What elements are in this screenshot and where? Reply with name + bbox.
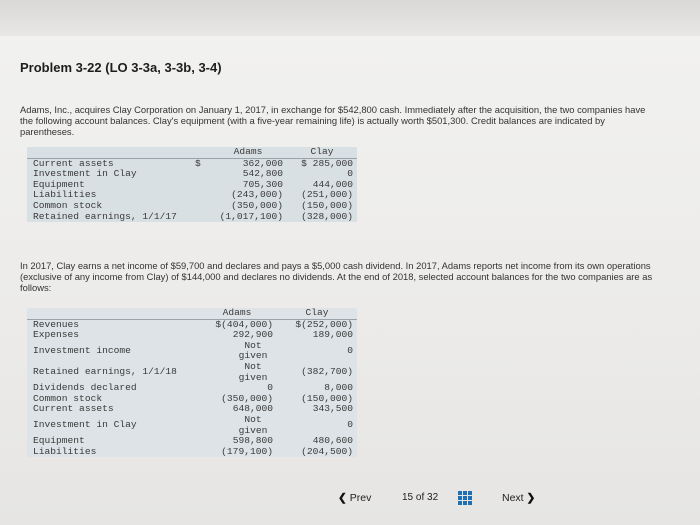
adams-value: (350,000) xyxy=(231,199,283,211)
dollar-sign xyxy=(181,201,209,212)
dollar-sign xyxy=(181,190,209,201)
clay-value: 8,000 xyxy=(324,382,353,394)
row-label: Revenues xyxy=(33,318,80,330)
next-label: Next xyxy=(502,492,524,504)
adams-value: 648,000 xyxy=(232,403,273,415)
dollar-sign: $ xyxy=(195,157,201,169)
row-label: Retained earnings, 1/1/17 xyxy=(33,210,177,222)
clay-value: (382,700) xyxy=(301,366,353,378)
column-header-adams: Adams xyxy=(209,147,287,158)
clay-value: 0 xyxy=(347,168,353,180)
clay-value: 480,600 xyxy=(312,435,353,447)
row-label: Investment in Clay xyxy=(33,419,137,431)
table-row xyxy=(27,341,357,362)
adams-value: 705,300 xyxy=(242,178,283,190)
total-pages: 32 xyxy=(427,492,439,503)
adams-value: 292,900 xyxy=(232,329,273,341)
clay-value: 0 xyxy=(347,345,353,357)
adams-value: Not given xyxy=(238,360,268,383)
table-row xyxy=(27,330,357,341)
row-label: Current assets xyxy=(33,157,114,169)
table-row xyxy=(27,201,357,212)
grid-icon[interactable] xyxy=(458,491,472,505)
adams-value: 362,000 xyxy=(242,157,283,169)
table-header-row xyxy=(27,147,357,158)
adams-value: Not given xyxy=(238,339,268,362)
clay-value: (150,000) xyxy=(301,199,353,211)
adams-value: (243,000) xyxy=(231,189,283,201)
table-row xyxy=(27,415,357,436)
page-title: Problem 3-22 (LO 3-3a, 3-3b, 3-4) xyxy=(20,60,222,75)
table-row xyxy=(27,212,357,223)
dollar-sign xyxy=(181,212,209,223)
acquisition-balances-table xyxy=(27,147,357,222)
clay-value: 444,000 xyxy=(312,178,353,190)
clay-value: (204,500) xyxy=(301,445,353,457)
adams-value: 542,800 xyxy=(242,168,283,180)
row-label: Equipment xyxy=(33,178,85,190)
row-label: Equipment xyxy=(33,435,85,447)
dollar-sign xyxy=(181,169,209,180)
of-label: of xyxy=(415,492,425,503)
chevron-right-icon: ❯ xyxy=(526,492,536,504)
table-row xyxy=(27,362,357,383)
row-label: Liabilities xyxy=(33,445,97,457)
row-label: Dividends declared xyxy=(33,382,137,394)
clay-value: 343,500 xyxy=(312,403,353,415)
column-header-clay: Clay xyxy=(277,308,357,319)
row-label: Liabilities xyxy=(33,189,97,201)
intro-paragraph: Adams, Inc., acquires Clay Corporation on January 1, 2017, in exchange for $542,800 cash. Immediately after the acquisition, the two companies have the following account balances. Clay's equipment (with a five-year remaining life) is actually worth $501,300. Credit balances are indicated by parentheses. xyxy=(20,104,646,137)
clay-value: 0 xyxy=(347,419,353,431)
clay-value: $(252,000) xyxy=(295,318,353,330)
row-label: Investment income xyxy=(33,345,131,357)
column-header-clay: Clay xyxy=(287,147,357,158)
page-counter xyxy=(402,492,438,503)
prev-label: Prev xyxy=(349,492,372,504)
row-label: Expenses xyxy=(33,329,80,341)
row-label: Common stock xyxy=(33,392,103,404)
clay-value: (328,000) xyxy=(301,210,353,222)
adams-value: (350,000) xyxy=(221,392,273,404)
next-button[interactable] xyxy=(502,492,535,504)
clay-value: (150,000) xyxy=(301,392,353,404)
table-row xyxy=(27,447,357,458)
dollar-sign xyxy=(181,180,209,191)
prev-button[interactable] xyxy=(338,492,371,504)
adams-value: 598,800 xyxy=(232,435,273,447)
clay-value: 189,000 xyxy=(312,329,353,341)
adams-value: (1,017,100) xyxy=(219,210,283,222)
column-header-adams: Adams xyxy=(197,308,277,319)
adams-value: 0 xyxy=(267,382,273,394)
row-label: Current assets xyxy=(33,403,114,415)
row-label: Investment in Clay xyxy=(33,168,137,180)
row-label: Common stock xyxy=(33,199,103,211)
adams-value: Not given xyxy=(238,413,268,436)
current-page: 15 xyxy=(402,492,414,503)
top-bar xyxy=(0,0,700,36)
selected-balances-table xyxy=(27,308,357,457)
adams-value: (179,100) xyxy=(221,445,273,457)
table-header-row xyxy=(27,308,357,319)
chevron-left-icon: ❮ xyxy=(338,492,347,504)
row-label: Retained earnings, 1/1/18 xyxy=(33,366,177,378)
adams-value: $(404,000) xyxy=(215,318,273,330)
clay-value: $ 285,000 xyxy=(301,157,353,169)
second-paragraph: In 2017, Clay earns a net income of $59,700 and declares and pays a $5,000 cash dividend. In 2017, Adams reports net income from its own operations (exclusive of any income from Clay) of $144,000 and declares no dividends. At the end of 2018, selected account balances for the two companies are as follows: xyxy=(20,260,653,293)
table-row xyxy=(27,404,357,415)
clay-value: (251,000) xyxy=(301,189,353,201)
